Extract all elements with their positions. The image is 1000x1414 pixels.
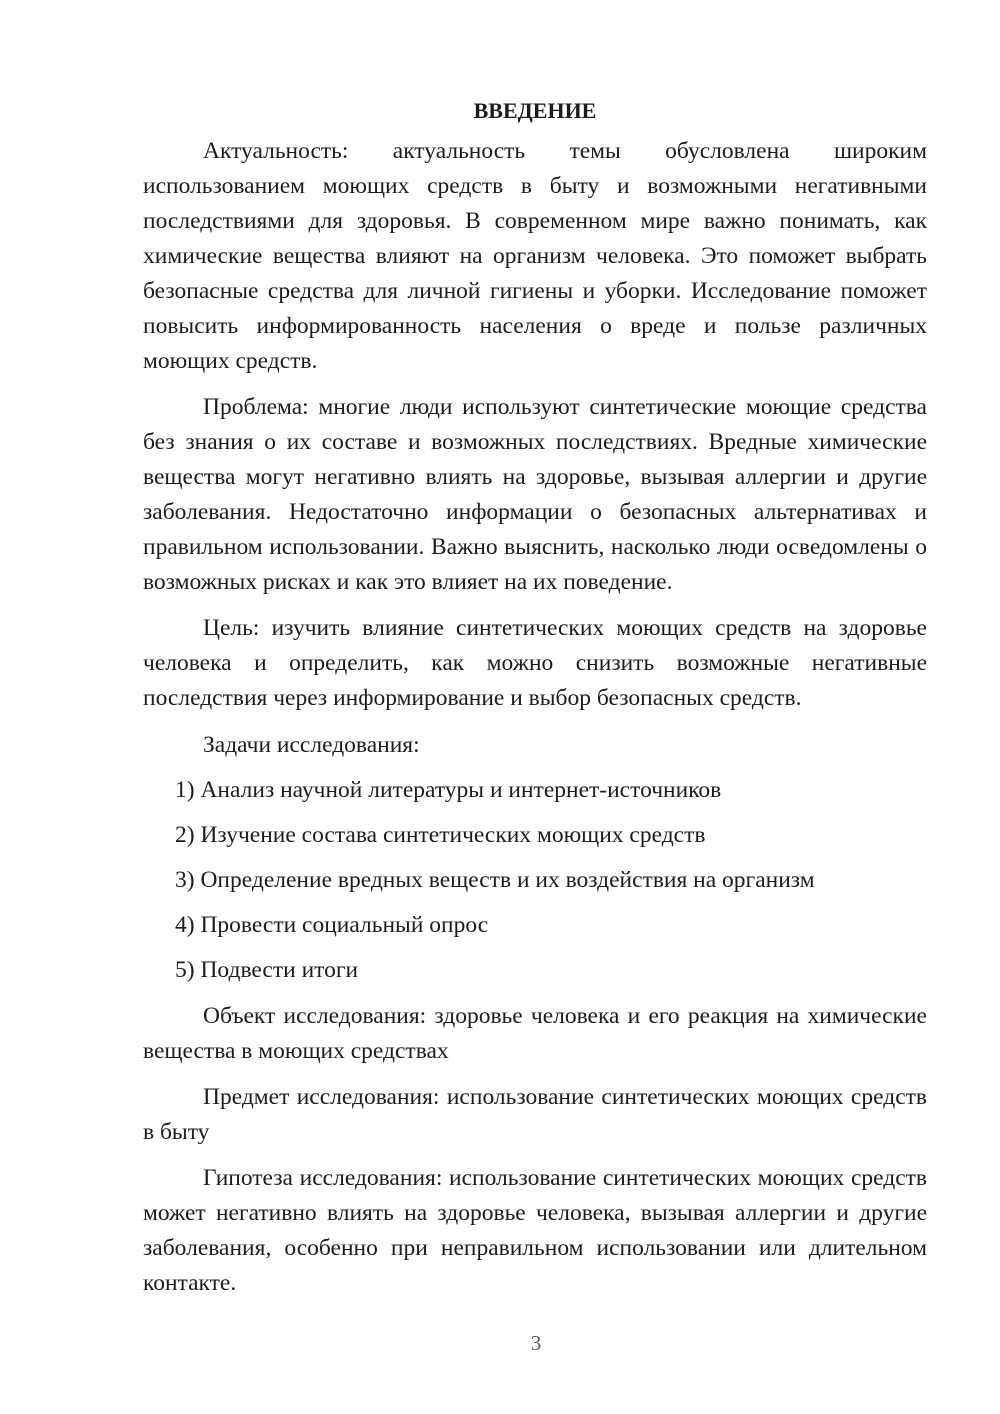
page-title: ВВЕДЕНИЕ — [473, 98, 597, 123]
paragraph-hypothesis: Гипотеза исследования: использование синтетических моющих средств может негативно влиять на здоровье человека, вызывая аллергии и другие заболевания, особенно при неправильном использовании или длительном контакте. — [143, 1165, 927, 1296]
paragraph-object: Объект исследования: здоровье человека и его реакция на химические вещества в моющих средствах — [143, 1003, 927, 1064]
paragraph-subject: Предмет исследования: использование синтетических моющих средств в быту — [143, 1084, 927, 1145]
list-item: 2) Изучение состава синтетических моющих средств — [175, 822, 706, 848]
page-number: 3 — [530, 1331, 542, 1355]
paragraph-problem: Проблема: многие люди используют синтетические моющие средства без знания о их составе и возможных последствиях. Вредные химические вещества могут негативно влиять на здоровье, вызывая аллергии и другие заболевания. Недостаточно информации о безопасных альтернативах и правильном использовании. Важно выяснить, насколько люди осведомлены о возможных рисках и как это влияет на их поведение. — [143, 394, 927, 595]
tasks-title: Задачи исследования: — [203, 732, 420, 758]
list-item: 1) Анализ научной литературы и интернет-источников — [175, 777, 722, 803]
tasks-list — [143, 773, 927, 988]
list-item: 4) Провести социальный опрос — [175, 912, 489, 938]
paragraph-goal: Цель: изучить влияние синтетических моющих средств на здоровье человека и определить, как можно снизить возможные негативные последствия через информирование и выбор безопасных средств. — [143, 615, 927, 711]
list-item: 3) Определение вредных веществ и их воздействия на организм — [175, 867, 815, 893]
paragraph-relevance: Актуальность: актуальность темы обусловлена широким использованием моющих средств в быту и возможными негативными последствиями для здоровья. В современном мире важно понимать, как химические вещества влияют на организм человека. Это поможет выбрать безопасные средства для личной гигиены и уборки. Исследование поможет повысить информированность населения о вреде и пользе различных моющих средств. — [143, 138, 927, 374]
page-content — [143, 93, 927, 1301]
list-item: 5) Подвести итоги — [175, 957, 359, 983]
